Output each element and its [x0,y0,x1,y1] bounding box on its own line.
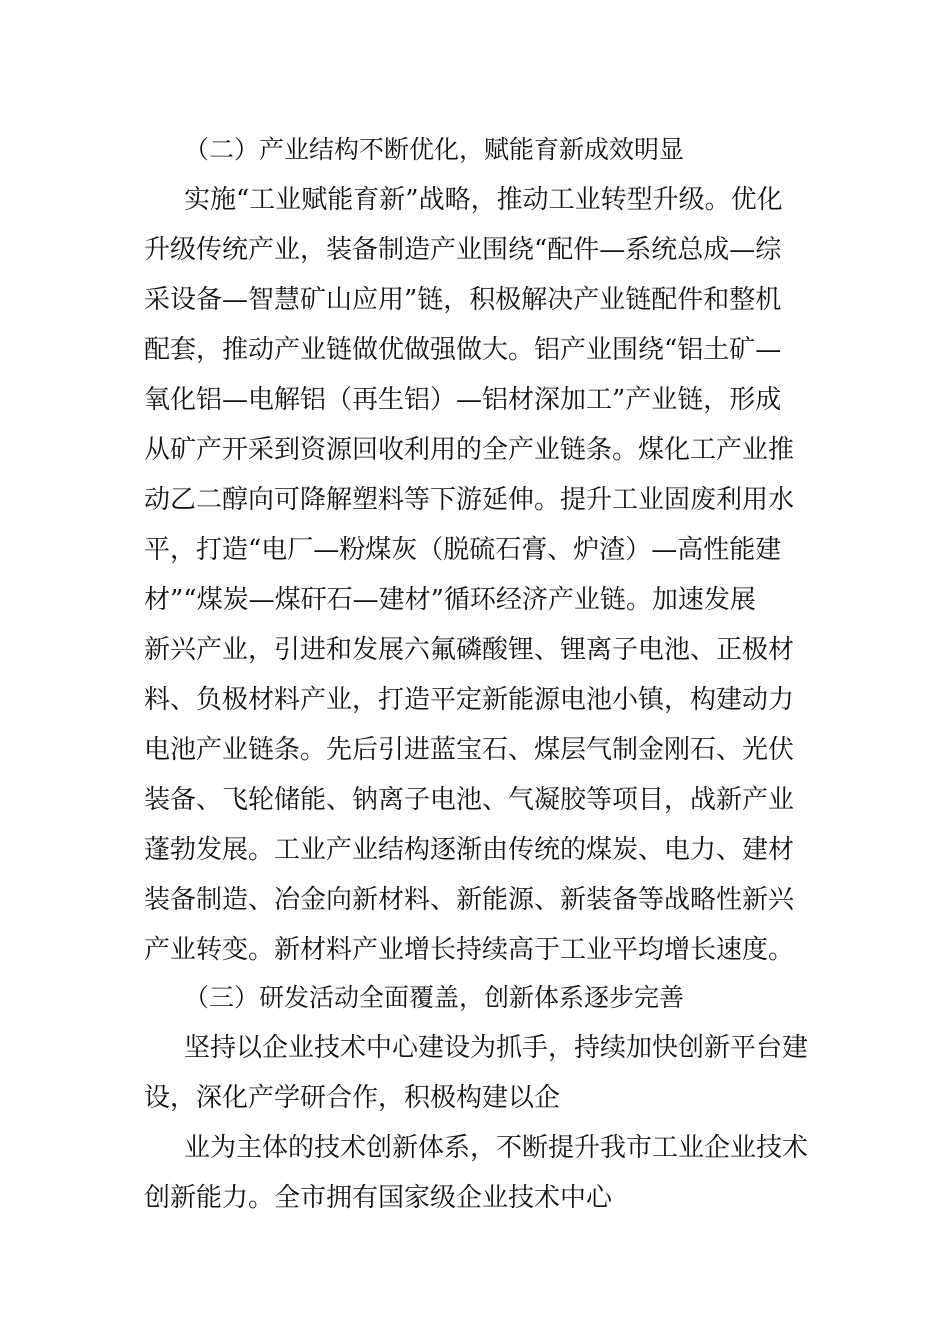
paragraph-line: 配套，推动产业链做优做强做大。铝产业围绕“铝土矿— [144,335,782,365]
paragraph-line: 平，打造“电厂—粉煤灰（脱硫石膏、炉渣）—高性能建 [144,535,782,565]
section-heading-3: （三）研发活动全面覆盖，创新体系逐步完善 [184,983,685,1012]
paragraph-line: 装备、飞轮储能、钠离子电池、气凝胶等项目，战新产业 [144,785,795,815]
paragraph-line: 升级传统产业，装备制造产业围绕“配件—系统总成—综 [144,235,782,265]
paragraph-line: 产业转变。新材料产业增长持续高于工业平均增长速度。 [144,935,795,965]
paragraph-line: 创新能力。全市拥有国家级企业技术中心 [144,1183,613,1213]
paragraph-line: 电池产业链条。先后引进蓝宝石、煤层气制金刚石、光伏 [144,735,795,765]
paragraph-line: 从矿产开采到资源回收利用的全产业链条。煤化工产业推 [144,435,795,465]
paragraph-line: 氧化铝—电解铝（再生铝）—铝材深加工”产业链，形成 [144,385,782,415]
paragraph-line: 新兴产业，引进和发展六氟磷酸锂、锂离子电池、正极材 [144,635,795,665]
paragraph-line: 设，深化产学研合作，积极构建以企 [144,1083,561,1113]
paragraph-line: 采设备—智慧矿山应用”链，积极解决产业链配件和整机 [144,285,782,315]
paragraph-line: 蓬勃发展。工业产业结构逐渐由传统的煤炭、电力、建材 [144,835,795,865]
paragraph-line: 材”“煤炭—煤矸石—建材”循环经济产业链。加速发展 [144,585,756,615]
paragraph-line: 实施“工业赋能育新”战略，推动工业转型升级。优化 [184,185,783,215]
paragraph-line: 料、负极材料产业，打造平定新能源电池小镇，构建动力 [144,685,795,715]
paragraph-line: 坚持以企业技术中心建设为抓手，持续加快创新平台建 [184,1033,809,1063]
paragraph-line: 装备制造、冶金向新材料、新能源、新装备等战略性新兴 [144,885,795,915]
paragraph-line: 业为主体的技术创新体系，不断提升我市工业企业技术 [184,1133,809,1163]
section-heading-2: （二）产业结构不断优化，赋能育新成效明显 [184,135,685,164]
paragraph-line: 动乙二醇向可降解塑料等下游延伸。提升工业固废利用水 [144,485,795,515]
